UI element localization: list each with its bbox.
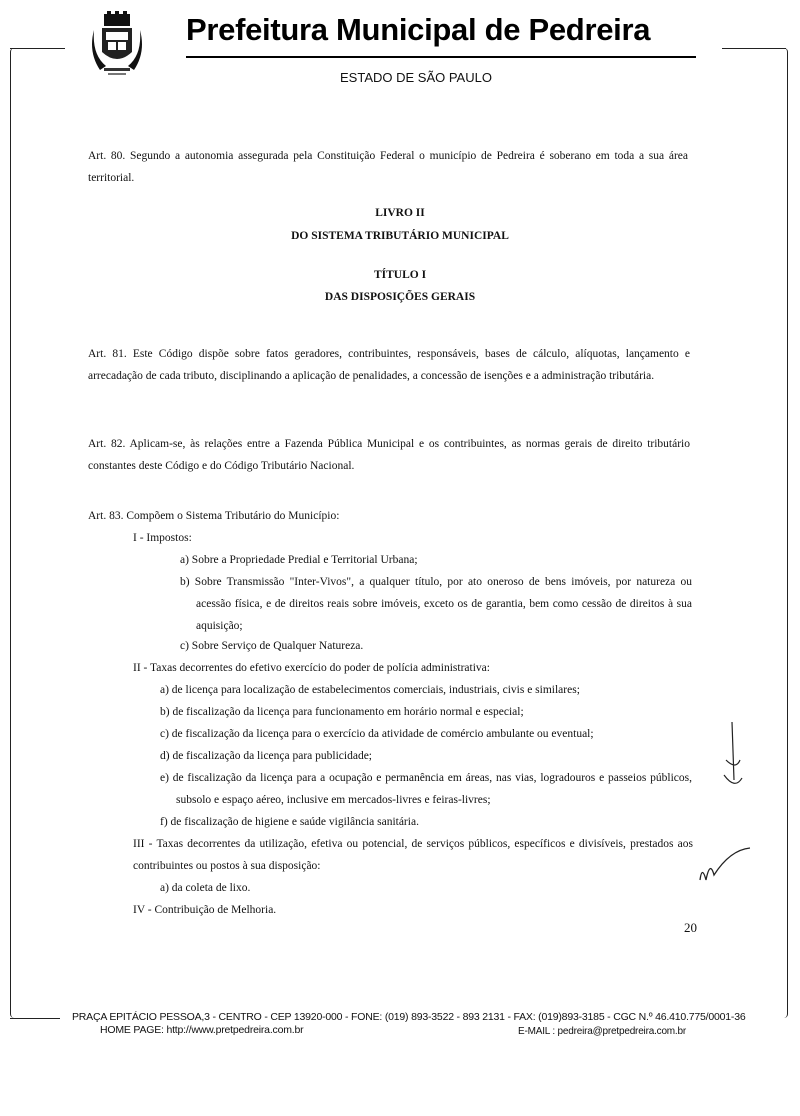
item-i-c: c) Sobre Serviço de Qualquer Natureza. <box>180 640 364 652</box>
item-ii-e: e) de fiscalização da licença para a ocupação e permanência em áreas, nas vias, logradouros e passeios públicos, subsolo e espaço aéreo, inclusive em mercados-livres e feiras-livres; <box>160 772 692 806</box>
art-83: Art. 83. Compõem o Sistema Tributário do Município: <box>88 510 340 522</box>
item-ii: II - Taxas decorrentes do efetivo exercício do poder de polícia administrativa: <box>133 662 490 674</box>
item-iv: IV - Contribuição de Melhoria. <box>133 904 277 916</box>
livro-heading: LIVRO II <box>375 207 425 219</box>
footer-address: PRAÇA EPITÁCIO PESSOA,3 - CENTRO - CEP 13920-000 - FONE: (019) 893-3522 - 893 2131 - FAX: (019)893-3185 - CGC N.º 46.410.775/0001-36 <box>72 1011 746 1023</box>
item-ii-f: f) de fiscalização de higiene e saúde vigilância sanitária. <box>160 816 419 828</box>
footer-email: E-MAIL : pedreira@pretpedreira.com.br <box>518 1026 687 1037</box>
item-i-b: b) Sobre Transmissão "Inter-Vivos", a qualquer título, por ato oneroso de bens imóveis, por natureza ou acessão física, e de direitos reais sobre imóveis, exceto os de garantia, bem como cessão de direitos à sua aquisição; <box>180 576 692 632</box>
border-top-left <box>10 48 65 49</box>
art-82: Art. 82. Aplicam-se, às relações entre a Fazenda Pública Municipal e os contribuintes, as normas gerais de direito tributário constantes deste Código e do Código Tributário Nacional. <box>88 438 690 472</box>
livro-title: DO SISTEMA TRIBUTÁRIO MUNICIPAL <box>291 230 509 242</box>
item-ii-d: d) de fiscalização da licença para publicidade; <box>160 750 372 762</box>
item-i: I - Impostos: <box>133 532 192 544</box>
page-number: 20 <box>684 920 697 935</box>
item-ii-a: a) de licença para localização de estabelecimentos comerciais, industriais, civis e similares; <box>160 684 580 696</box>
item-i-a: a) Sobre a Propriedade Predial e Territorial Urbana; <box>180 554 418 566</box>
item-iii-a: a) da coleta de lixo. <box>160 882 251 894</box>
header-rule <box>186 56 696 58</box>
art-81: Art. 81. Este Código dispõe sobre fatos geradores, contribuintes, responsáveis, bases de cálculo, alíquotas, lançamento e arrecadação de cada tributo, disciplinando a aplicação de penalidades, a concessão de isenções e a administração tributária. <box>88 348 690 382</box>
coat-of-arms-logo <box>92 10 142 78</box>
art-80: Art. 80. Segundo a autonomia assegurada pela Constituição Federal o município de Pedreira é soberano em toda a sua área territorial. <box>88 150 688 184</box>
item-iii: III - Taxas decorrentes da utilização, efetiva ou potencial, de serviços públicos, específicos e divisíveis, prestados aos contribuintes ou postos à sua disposição: <box>133 838 693 872</box>
border-top-right <box>722 48 786 49</box>
titulo-title: DAS DISPOSIÇÕES GERAIS <box>324 291 476 303</box>
header-subtitle: ESTADO DE SÃO PAULO <box>340 70 492 85</box>
titulo-heading: TÍTULO I <box>373 269 427 281</box>
item-ii-b: b) de fiscalização da licença para funcionamento em horário normal e especial; <box>160 706 524 718</box>
header-title: Prefeitura Municipal de Pedreira <box>186 12 651 47</box>
footer-homepage: HOME PAGE: http://www.pretpedreira.com.br <box>100 1024 304 1036</box>
item-ii-c: c) de fiscalização da licença para o exercício da atividade de comércio ambulante ou eventual; <box>160 728 594 740</box>
signature-mark <box>690 720 770 905</box>
footer-rule-left <box>10 1018 60 1019</box>
